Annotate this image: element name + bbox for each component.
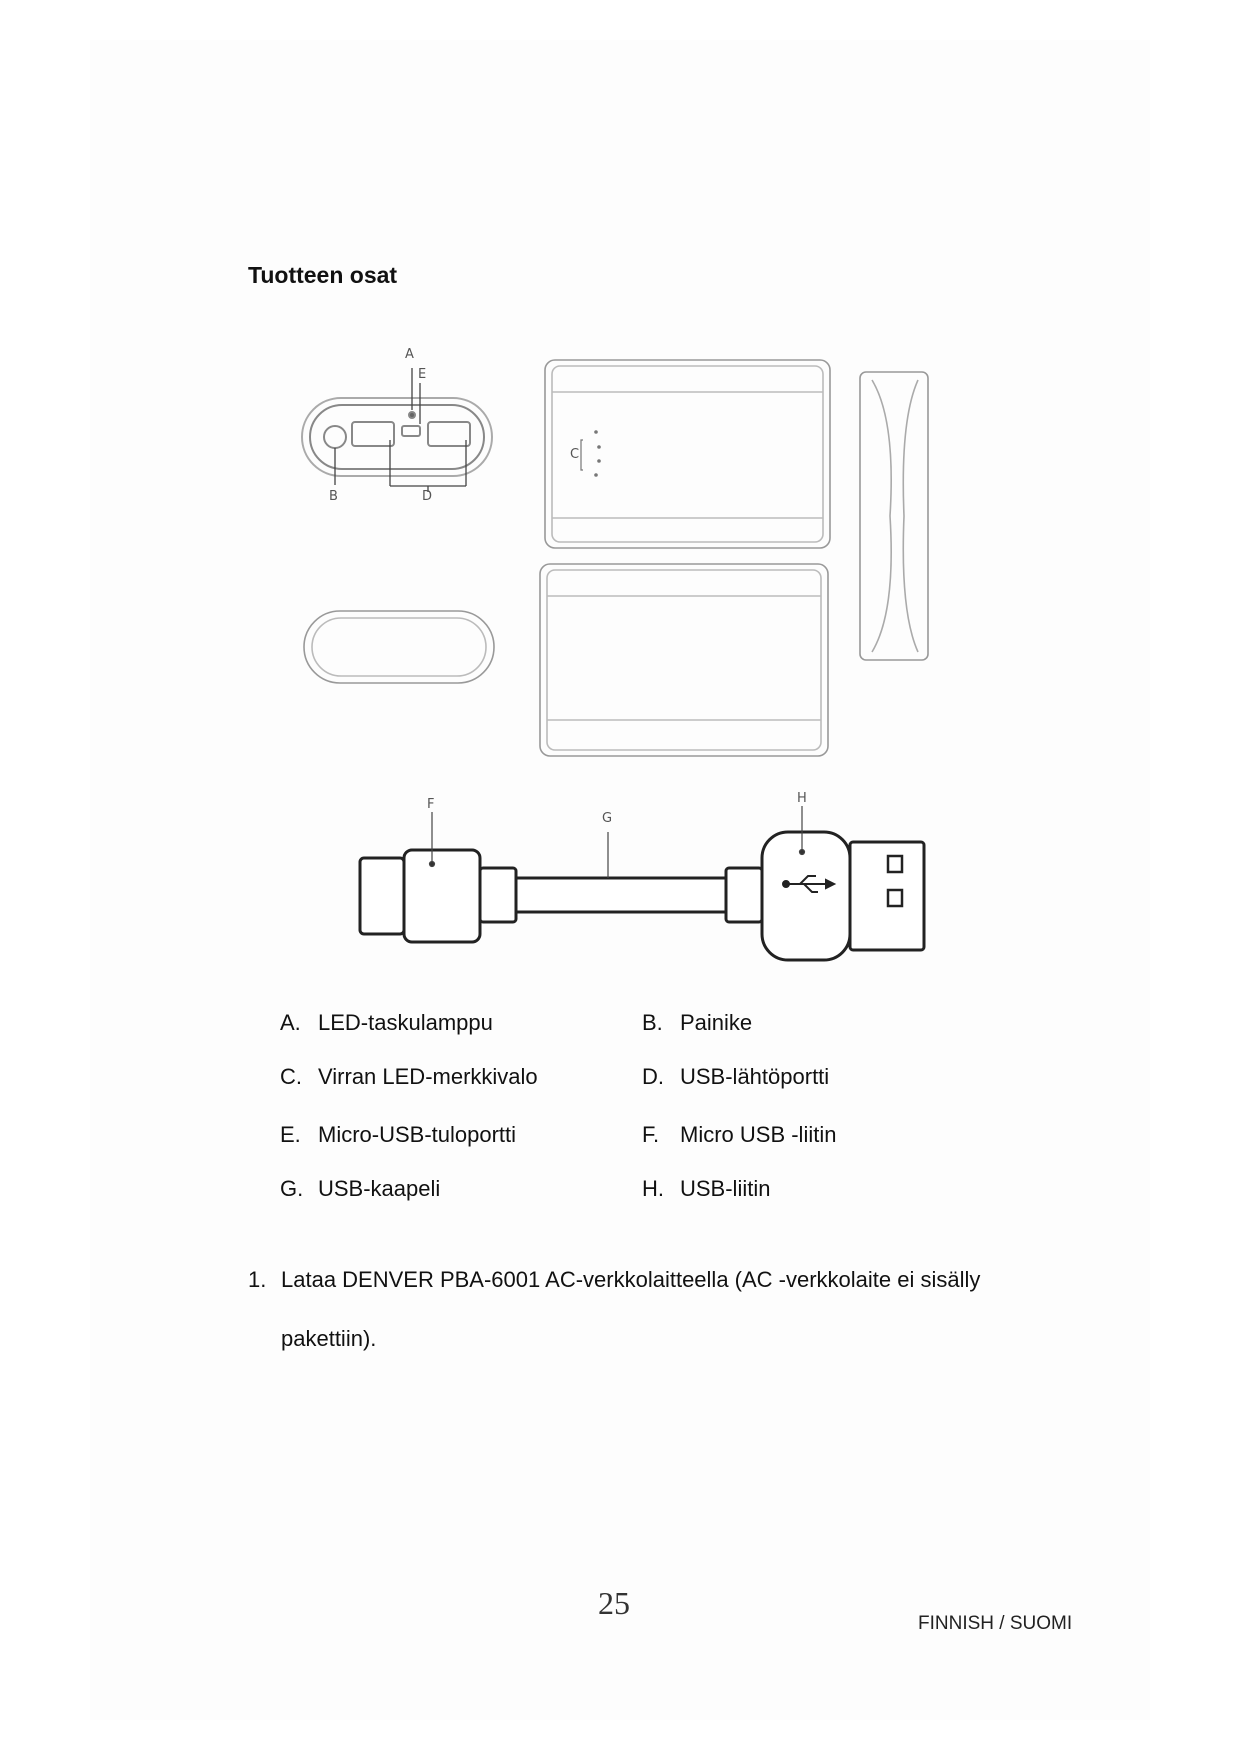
part-label: USB-liitin <box>680 1176 771 1201</box>
powerbank-bottom-view <box>540 564 828 756</box>
page-number: 25 <box>598 1585 630 1621</box>
figure-label-a: A <box>405 347 414 362</box>
end-view-leaders <box>335 368 466 492</box>
micro-usb-port-icon <box>402 426 420 436</box>
led-flashlight-icon <box>409 412 415 418</box>
list-item <box>642 1064 829 1090</box>
powerbank-top-view <box>545 360 830 548</box>
part-key: F. <box>642 1122 660 1147</box>
usb-port-right-icon <box>428 422 470 446</box>
figure-label-e: E <box>418 367 427 382</box>
figure-label-b: B <box>329 489 338 504</box>
section-title: Tuotteen osat <box>248 262 398 288</box>
powerbank-back-end-view <box>304 611 494 683</box>
list-item <box>642 1122 836 1148</box>
part-label: Micro USB -liitin <box>680 1122 837 1147</box>
usb-port-left-icon <box>352 422 394 446</box>
part-label: Micro-USB-tuloportti <box>318 1122 517 1147</box>
part-key: G. <box>280 1176 304 1201</box>
language-label: FINNISH / SUOMI <box>918 1613 1073 1634</box>
figure-label-f: F <box>427 797 435 812</box>
part-key: E. <box>280 1122 301 1147</box>
list-item <box>280 1122 516 1148</box>
part-key: C. <box>280 1064 302 1089</box>
micro-usb-tip-icon <box>360 858 404 934</box>
button-b-icon <box>324 426 346 448</box>
list-item <box>280 1064 538 1090</box>
figure-label-c: C <box>570 447 580 462</box>
powerbank-side-view <box>860 372 928 660</box>
list-item <box>280 1010 493 1036</box>
cable-icon <box>516 878 726 912</box>
figure-label-g: G <box>602 811 613 826</box>
figure-label-d: D <box>422 489 433 504</box>
usb-cable-illustration <box>360 832 924 960</box>
part-key: B. <box>642 1010 663 1035</box>
part-label: Virran LED-merkkivalo <box>318 1064 538 1089</box>
part-key: H. <box>642 1176 664 1201</box>
part-label: LED-taskulamppu <box>318 1010 493 1035</box>
part-key: D. <box>642 1064 664 1089</box>
list-item <box>642 1176 770 1202</box>
part-label: USB-kaapeli <box>318 1176 441 1201</box>
step-number: 1. <box>248 1267 267 1292</box>
part-label: Painike <box>680 1010 753 1035</box>
usb-connector-icon <box>762 832 850 960</box>
part-key: A. <box>280 1010 301 1035</box>
list-item <box>642 1010 752 1036</box>
part-label: USB-lähtöportti <box>680 1064 830 1089</box>
step-text: Lataa DENVER PBA-6001 AC-verkkolaitteella (AC -verkkolaite ei sisälly pakettiin). <box>281 1267 981 1351</box>
instruction-step <box>248 1250 1048 1368</box>
powerbank-end-view <box>302 398 492 476</box>
micro-usb-connector-icon <box>404 850 480 942</box>
figure-label-h: H <box>797 791 807 806</box>
led-indicator-group <box>581 430 601 477</box>
list-item <box>280 1176 440 1202</box>
